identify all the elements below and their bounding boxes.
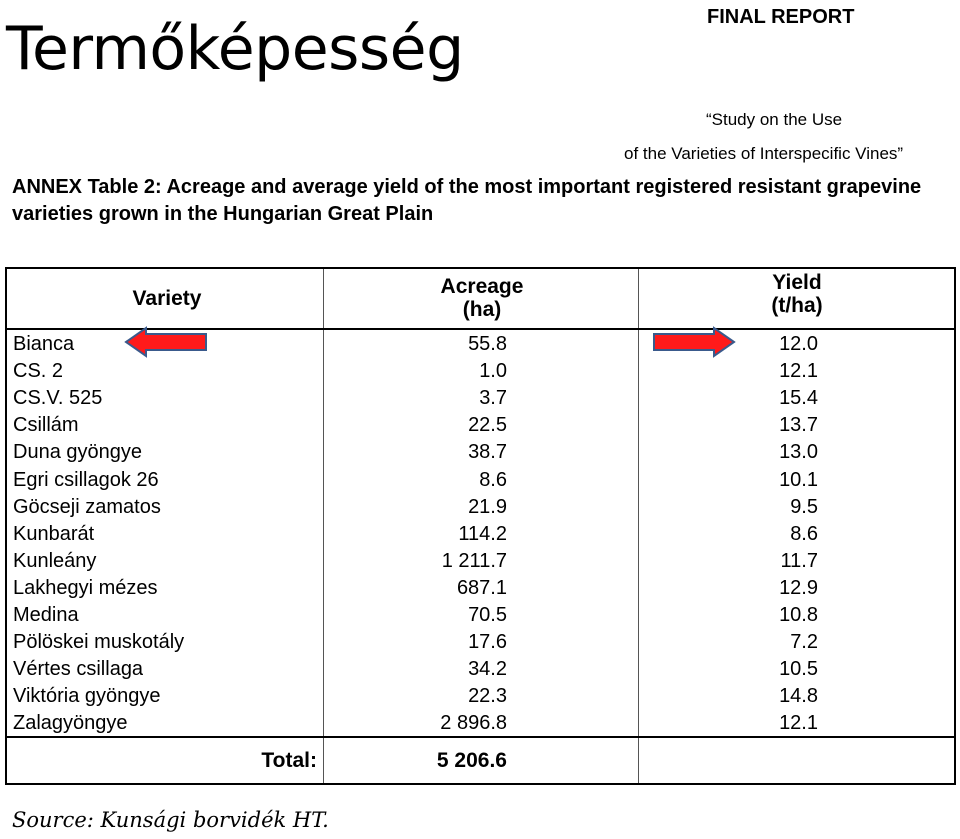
acreage-cell: 687.1 bbox=[456, 576, 507, 599]
table-row bbox=[7, 602, 954, 629]
variety-cell: Zalagyöngye bbox=[13, 712, 128, 735]
variety-cell: Egri csillagok 26 bbox=[13, 468, 159, 491]
variety-cell: CS. 2 bbox=[13, 360, 64, 383]
acreage-cell: 114.2 bbox=[458, 522, 507, 545]
arrow-right-icon bbox=[652, 325, 736, 359]
acreage-cell: 17.6 bbox=[468, 631, 507, 654]
variety-cell: Kunleány bbox=[13, 549, 97, 572]
yield-cell: 15.4 bbox=[779, 387, 818, 410]
header-yield bbox=[707, 271, 887, 317]
yield-cell: 10.8 bbox=[779, 604, 818, 626]
yield-cell: 12.1 bbox=[779, 360, 818, 383]
acreage-cell: 8.6 bbox=[479, 468, 507, 491]
header-acreage-label: Acreage bbox=[440, 275, 524, 298]
variety-cell: Kunbarát bbox=[13, 522, 95, 545]
variety-cell: Vértes csillaga bbox=[13, 658, 144, 681]
variety-cell: Göcseji zamatos bbox=[13, 495, 161, 518]
table-row bbox=[7, 683, 954, 710]
total-acreage: 5 206.6 bbox=[436, 749, 507, 772]
source-note: Source: Kunsági borvidék HT. bbox=[12, 808, 329, 832]
table-row bbox=[7, 385, 954, 412]
acreage-cell: 55.8 bbox=[468, 333, 507, 355]
acreage-cell: 1 211.7 bbox=[441, 549, 507, 572]
variety-cell: Bianca bbox=[13, 333, 75, 355]
variety-cell: CS.V. 525 bbox=[13, 387, 103, 410]
yield-cell: 12.1 bbox=[779, 712, 818, 735]
study-title-line-1: “Study on the Use bbox=[706, 110, 843, 129]
yield-cell: 9.5 bbox=[790, 495, 818, 518]
table-row bbox=[7, 358, 954, 385]
yield-cell: 7.2 bbox=[790, 631, 818, 654]
table-caption: ANNEX Table 2: Acreage and average yield of the most important registered resistant grapevine varieties grown in the Hungarian Great Plain bbox=[12, 176, 922, 225]
variety-cell: Viktória gyöngye bbox=[13, 685, 161, 708]
variety-cell: Pölöskei muskotály bbox=[13, 631, 185, 654]
table-row bbox=[7, 412, 954, 439]
variety-cell: Duna gyöngye bbox=[13, 441, 142, 464]
table-row bbox=[7, 629, 954, 656]
header-acreage-unit: (ha) bbox=[462, 298, 502, 321]
table-row bbox=[7, 548, 954, 575]
acreage-cell: 21.9 bbox=[468, 495, 507, 518]
table-row bbox=[7, 494, 954, 521]
yield-cell: 8.6 bbox=[790, 522, 818, 545]
table-row bbox=[7, 521, 954, 548]
table-row bbox=[7, 710, 954, 737]
yield-cell: 10.5 bbox=[779, 658, 818, 681]
yield-cell: 10.1 bbox=[779, 468, 818, 491]
table-row bbox=[7, 439, 954, 466]
table-row bbox=[7, 656, 954, 683]
yield-cell: 14.8 bbox=[779, 685, 818, 708]
header-variety: Variety bbox=[132, 287, 202, 310]
header-yield-label: Yield bbox=[772, 271, 822, 294]
yield-cell: 11.7 bbox=[780, 549, 818, 572]
acreage-cell: 38.7 bbox=[468, 441, 507, 464]
acreage-cell: 70.5 bbox=[468, 604, 507, 626]
table-row bbox=[7, 467, 954, 494]
arrow-left-icon bbox=[124, 325, 208, 359]
acreage-cell: 2 896.8 bbox=[440, 712, 507, 735]
yield-cell: 12.9 bbox=[779, 576, 818, 599]
header-yield-unit: (t/ha) bbox=[771, 294, 823, 317]
report-label: FINAL REPORT bbox=[707, 6, 855, 28]
yield-cell: 13.7 bbox=[779, 414, 818, 437]
variety-cell: Lakhegyi mézes bbox=[13, 576, 158, 599]
study-title-line-2: of the Varieties of Interspecific Vines” bbox=[624, 144, 904, 163]
acreage-cell: 22.3 bbox=[468, 685, 507, 708]
acreage-cell: 22.5 bbox=[468, 414, 507, 437]
table-row bbox=[7, 575, 954, 602]
yield-cell: 13.0 bbox=[779, 441, 818, 464]
acreage-cell: 3.7 bbox=[479, 387, 507, 410]
acreage-cell: 34.2 bbox=[468, 658, 507, 681]
variety-cell: Csillám bbox=[13, 414, 79, 437]
yield-cell: 12.0 bbox=[779, 333, 818, 355]
slide-title: Termőképesség bbox=[6, 14, 464, 84]
header-acreage bbox=[387, 275, 577, 321]
total-label: Total: bbox=[261, 749, 317, 772]
variety-cell: Medina bbox=[13, 604, 79, 626]
acreage-cell: 1.0 bbox=[479, 360, 507, 383]
